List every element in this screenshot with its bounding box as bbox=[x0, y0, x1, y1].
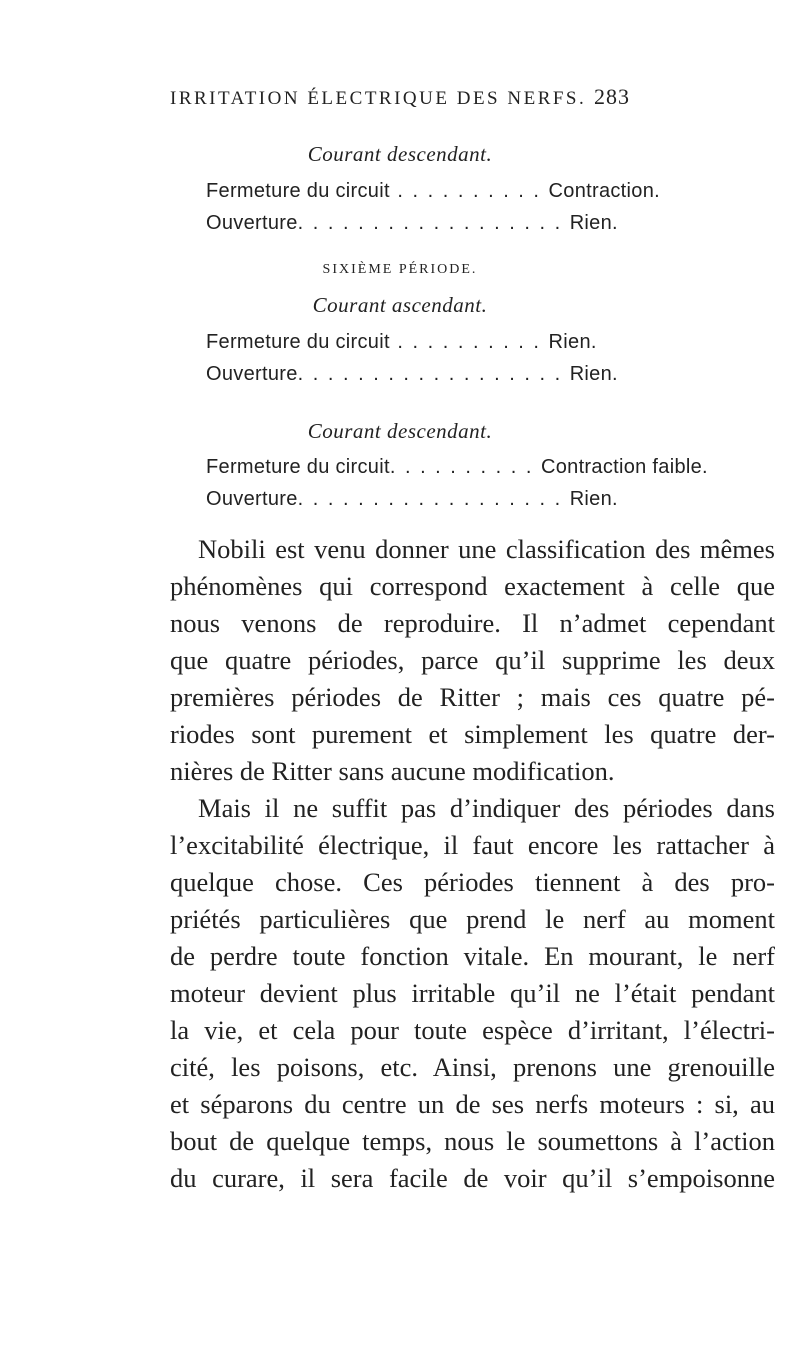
text-line: riodes sont purement et simplement les quatre der- bbox=[170, 719, 775, 749]
row-result: Contraction faible. bbox=[540, 456, 708, 478]
text-line: phénomènes qui correspond exactement à celle que bbox=[170, 571, 775, 601]
paragraph-nobili bbox=[170, 531, 775, 790]
row-label: Ouverture bbox=[206, 488, 298, 510]
body-text bbox=[170, 531, 775, 1197]
text-line: l’excitabilité électrique, il faut encore les rattacher à bbox=[170, 830, 775, 860]
dot-leader: . . . . . . . . . . bbox=[389, 180, 549, 202]
page-number: 283 bbox=[594, 84, 630, 109]
table-row bbox=[206, 331, 597, 354]
table-row bbox=[206, 456, 708, 479]
row-label: Fermeture du circuit bbox=[206, 331, 390, 353]
row-label: Ouverture bbox=[206, 212, 298, 234]
text-line: Mais il ne suffit pas d’indiquer des périodes dans bbox=[198, 793, 775, 823]
row-label: Fermeture du circuit bbox=[206, 180, 390, 202]
text-line: du curare, il sera facile de voir qu’il s’empoisonne bbox=[170, 1163, 775, 1193]
text-line: quelque chose. Ces périodes tiennent à des pro- bbox=[170, 867, 775, 897]
text-line: de perdre toute fonction vitale. En mourant, le nerf bbox=[170, 941, 775, 971]
text-line: priétés particulières que prend le nerf au moment bbox=[170, 904, 775, 934]
table-row bbox=[206, 363, 618, 386]
text-line: moteur devient plus irritable qu’il ne l’était pendant bbox=[170, 978, 775, 1008]
row-result: Contraction. bbox=[548, 180, 660, 202]
table-row bbox=[206, 212, 618, 235]
text-line: la vie, et cela pour toute espèce d’irritant, l’électri- bbox=[170, 1015, 775, 1045]
text-line: nières de Ritter sans aucune modification. bbox=[170, 756, 615, 786]
table-row bbox=[206, 180, 660, 203]
subhead-courant-descendant-2: Courant descendant. bbox=[307, 419, 493, 443]
row-label: Fermeture du circuit bbox=[206, 456, 390, 478]
paragraph-excitabilite bbox=[170, 790, 775, 1197]
row-result: Rien. bbox=[569, 363, 618, 385]
table-row bbox=[206, 488, 618, 511]
text-line: Nobili est venu donner une classification des mêmes bbox=[198, 534, 775, 564]
dot-leader: . . . . . . . . . . bbox=[389, 456, 541, 478]
row-result: Rien. bbox=[548, 331, 597, 353]
dot-leader: . . . . . . . . . . . . . . . . . . bbox=[297, 488, 570, 510]
row-result: Rien. bbox=[569, 488, 618, 510]
subhead-courant-ascendant: Courant ascendant. bbox=[312, 293, 488, 317]
dot-leader: . . . . . . . . . . bbox=[389, 331, 549, 353]
text-line: et séparons du centre un de ses nerfs moteurs : si, au bbox=[170, 1089, 775, 1119]
text-line: que quatre périodes, parce qu’il supprime les deux bbox=[170, 645, 775, 675]
row-label: Ouverture bbox=[206, 363, 298, 385]
text-line: nous venons de reproduire. Il n’admet cependant bbox=[170, 608, 775, 638]
text-line: bout de quelque temps, nous le soumettons à l’action bbox=[170, 1126, 775, 1156]
row-result: Rien. bbox=[569, 212, 618, 234]
period-title: SIXIÈME PÉRIODE. bbox=[322, 262, 478, 277]
text-line: premières périodes de Ritter ; mais ces quatre pé- bbox=[170, 682, 775, 712]
dot-leader: . . . . . . . . . . . . . . . . . . bbox=[297, 212, 570, 234]
subhead-courant-descendant-1: Courant descendant. bbox=[307, 142, 493, 166]
text-line: cité, les poisons, etc. Ainsi, prenons une grenouille bbox=[170, 1052, 775, 1082]
dot-leader: . . . . . . . . . . . . . . . . . . bbox=[297, 363, 570, 385]
running-head: IRRITATION ÉLECTRIQUE DES NERFS. bbox=[170, 88, 587, 109]
